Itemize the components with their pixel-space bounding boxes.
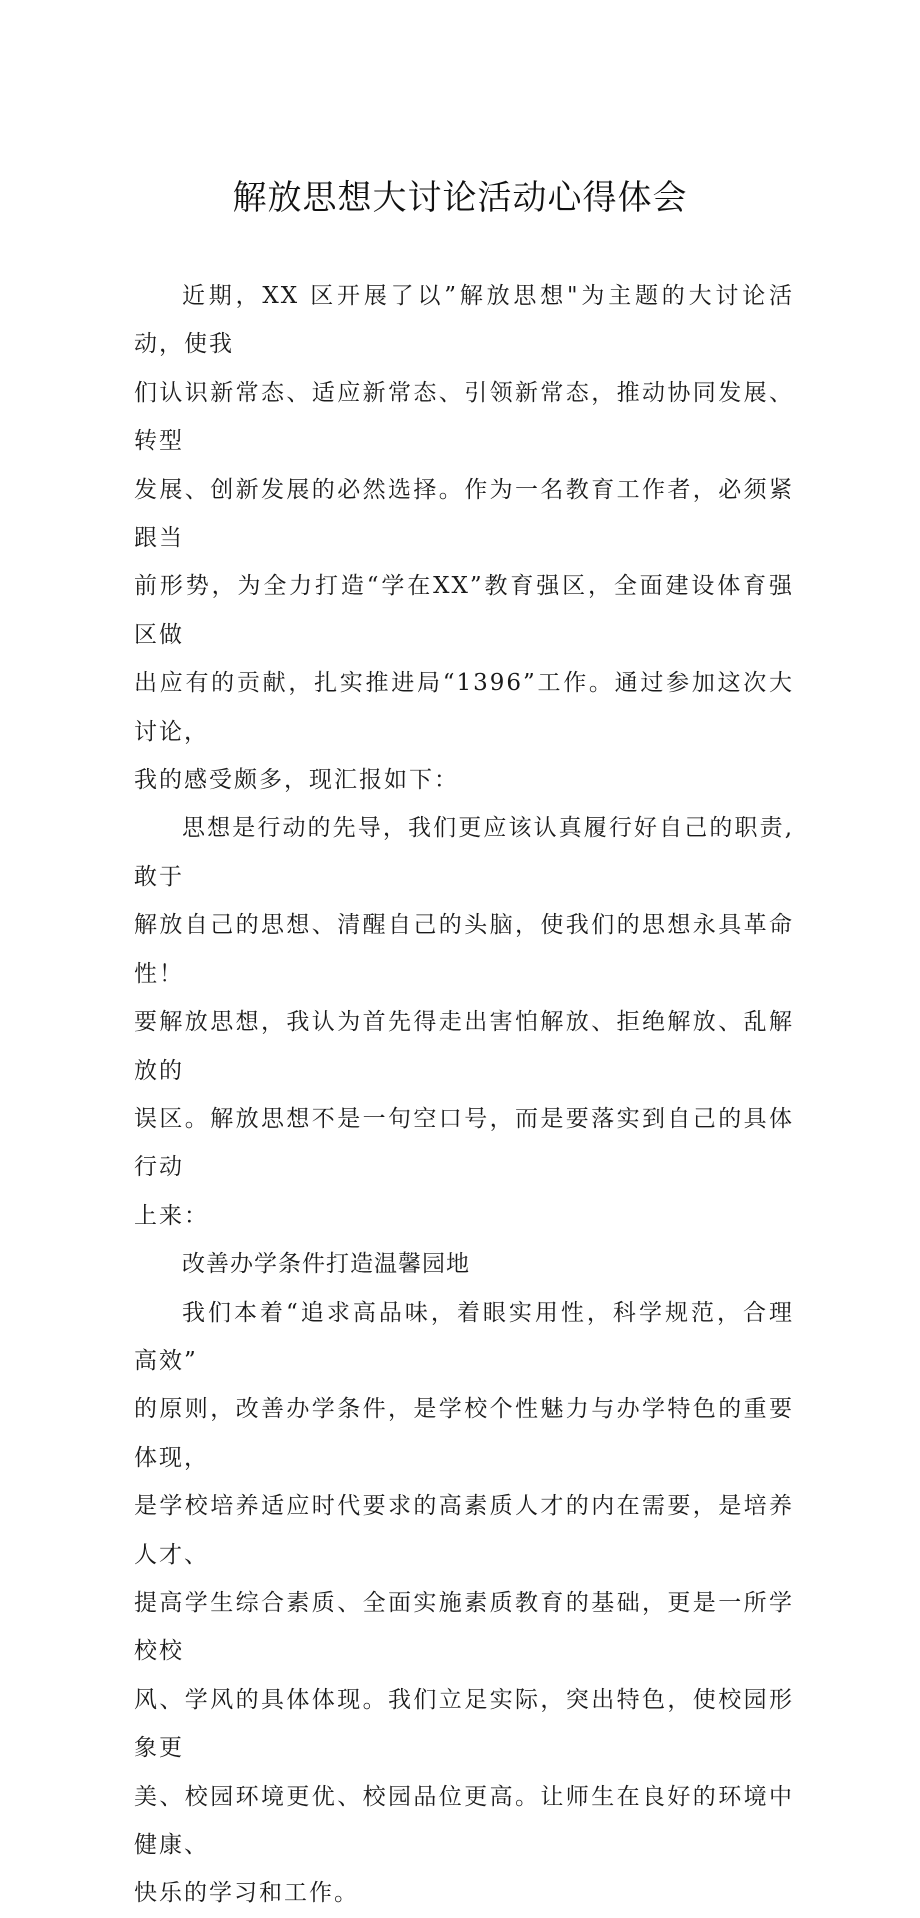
intro-paragraph: 近期，XX 区开展了以”解放思想"为主题的大讨论活动，使我 们认识新常态、适应新常态、引领新常态，推动协同发展、转型 发展、创新发展的必然选择。作为一名教育工作者，必须紧跟当 前形势，为全力打造“学在XX”教育强区，全面建设体育强区做 出应有的贡献，扎实推进局“1396”工作。通过参加这次大讨论， 我的感受颇多，现汇报如下： [134, 283, 794, 794]
document-body [134, 272, 794, 1918]
closing-paragraph: 我们本着“追求高品味，着眼实用性，科学规范，合理高效” 的原则，改善办学条件，是学校个性魅力与办学特色的重要体现， 是学校培养适应时代要求的高素质人才的内在需要，是培养人才、 提高学生综合素质、全面实施素质教育的基础，更是一所学校校 风、学风的具体体现。我们立足实际，突出特色，使校园形象更 美、校园环境更优、校园品位更高。让师生在良好的环境中健康、 快乐的学习和工作。 [134, 1299, 794, 1907]
section-subheading: 改善办学条件打造温馨园地 [182, 1251, 470, 1278]
thought-paragraph: 思想是行动的先导，我们更应该认真履行好自己的职责,敢于 解放自己的思想、清醒自己的头脑，使我们的思想永具革命性！ 要解放思想，我认为首先得走出害怕解放、拒绝解放、乱解放的 误区。解放思想不是一句空口号，而是要落实到自己的具体行动 上来： [134, 815, 794, 1229]
document-title: 解放思想大讨论活动心得体会 [232, 178, 688, 218]
